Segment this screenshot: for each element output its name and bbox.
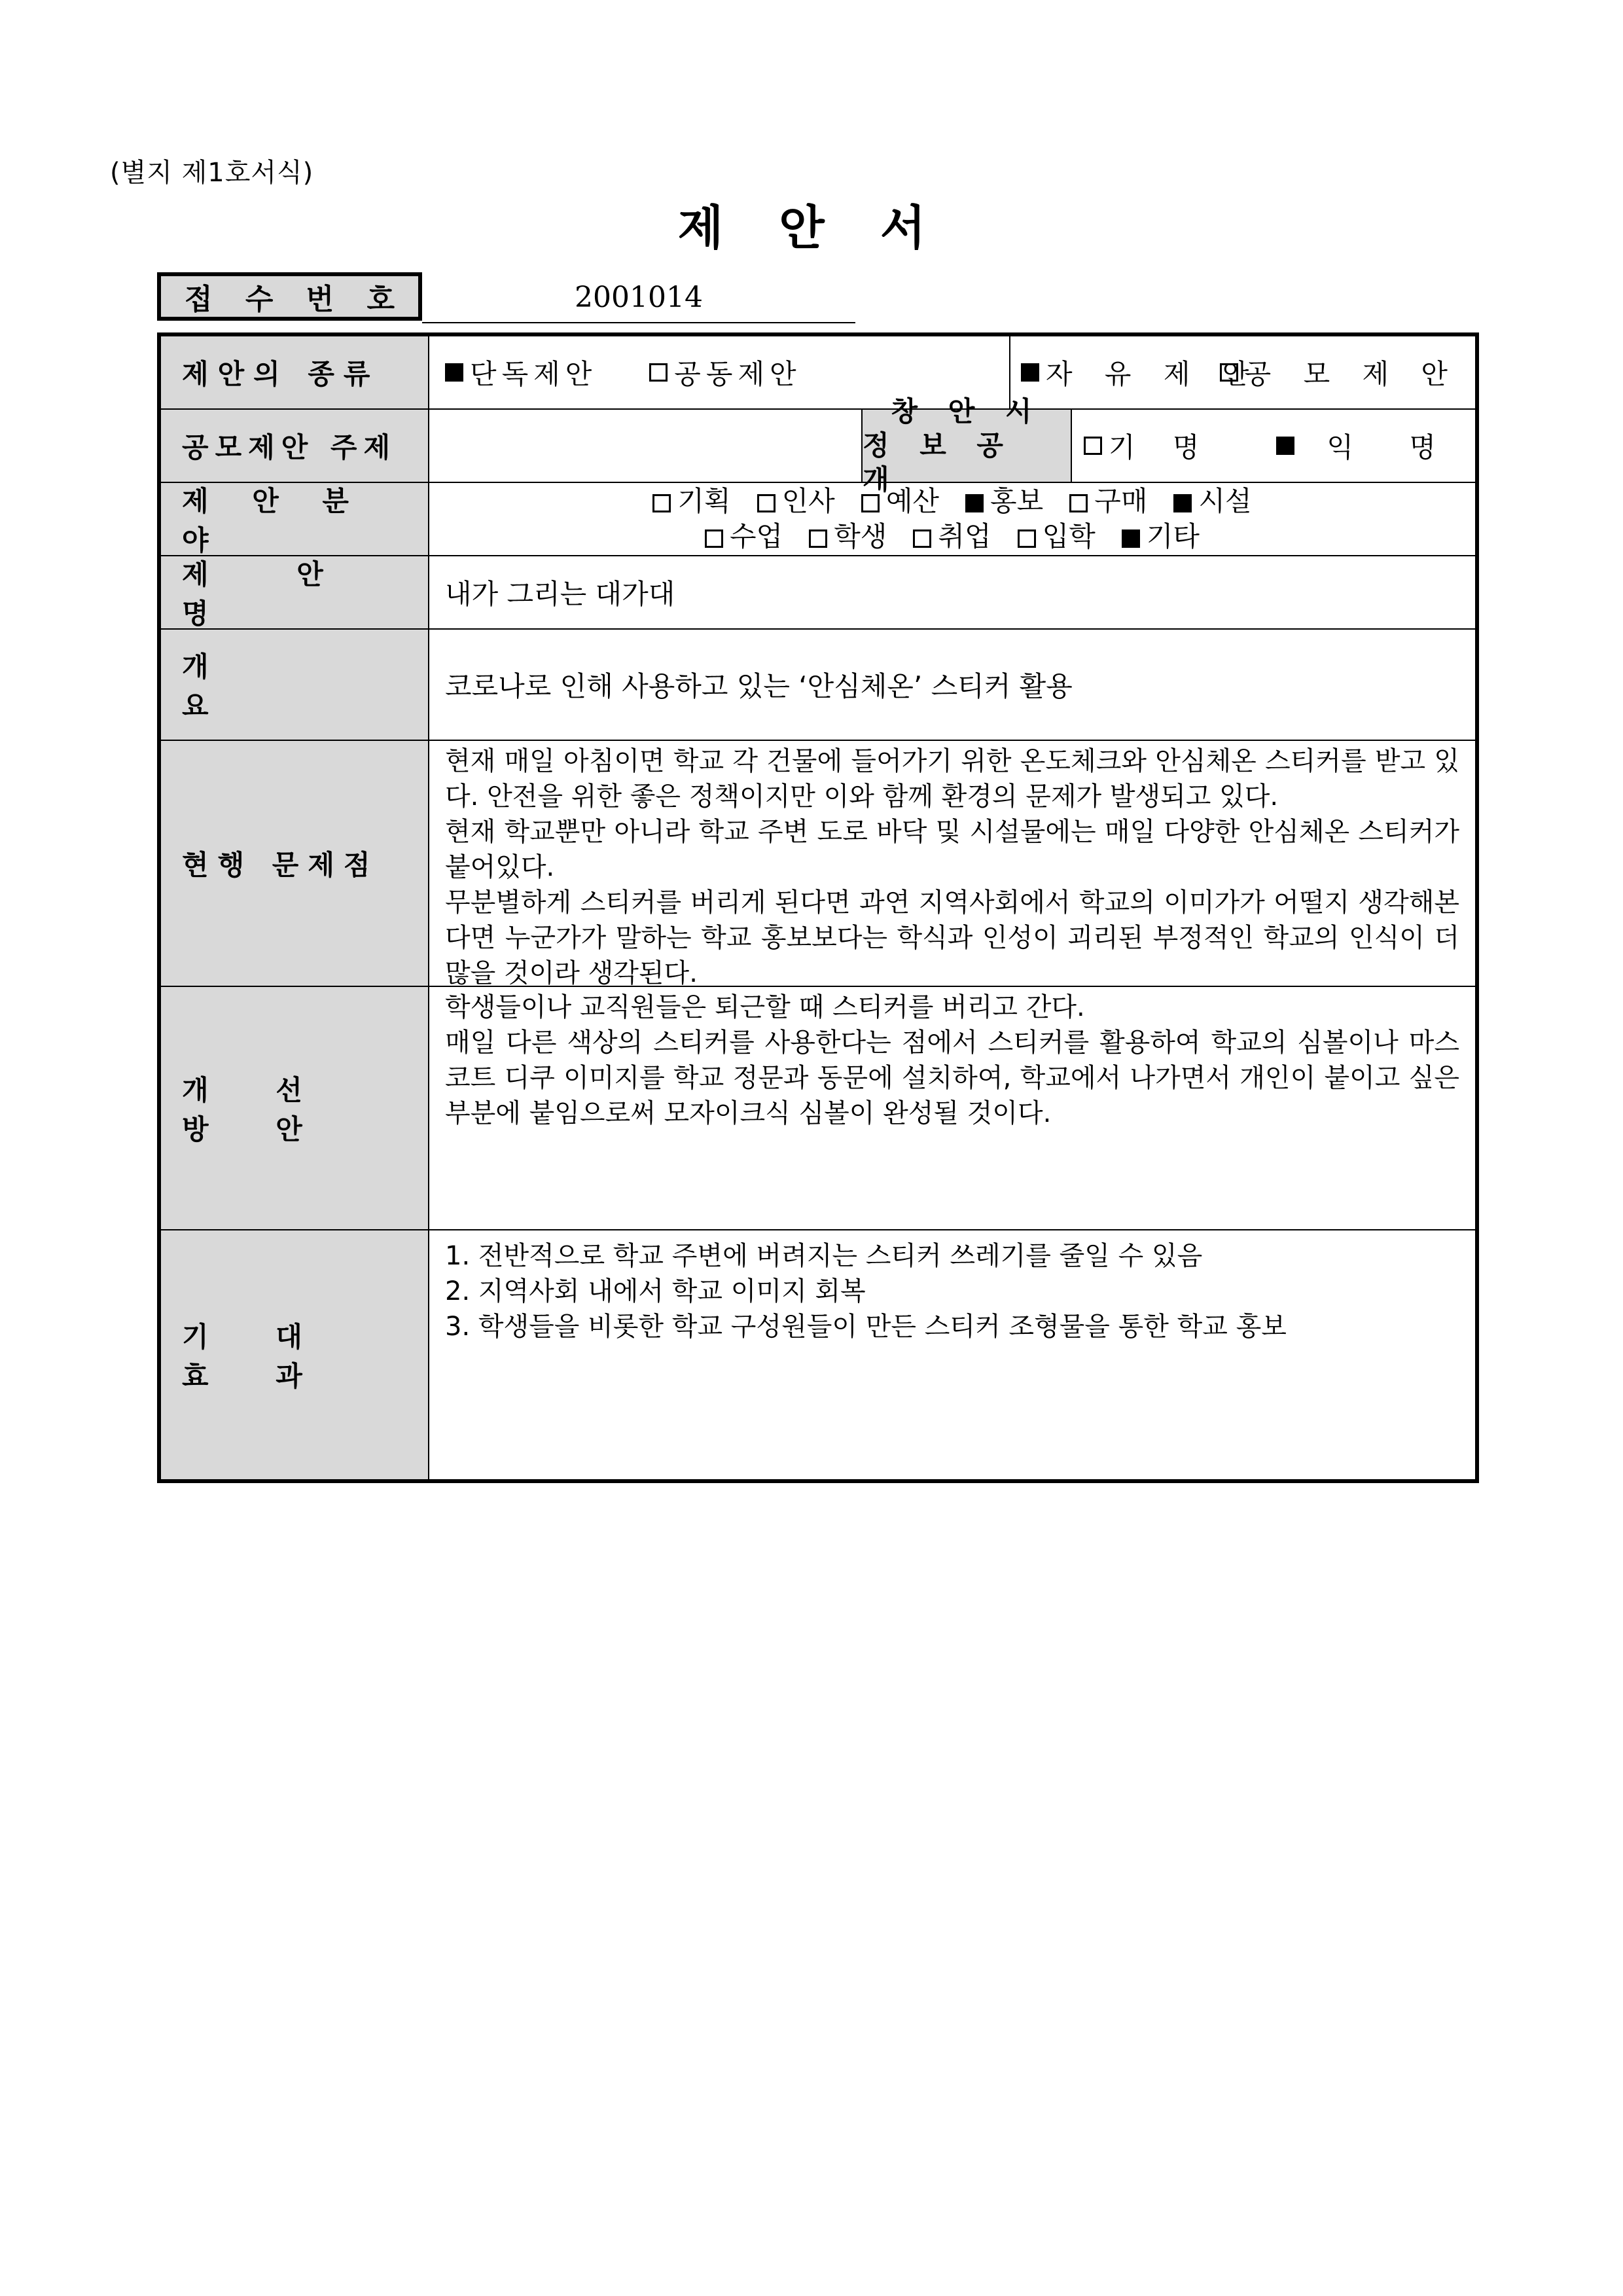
checkbox-field-student[interactable]	[809, 529, 827, 548]
row-current-problem	[161, 741, 1475, 987]
option-free-proposal: 자 유 제 안	[1046, 358, 1261, 390]
checkbox-contest-proposal[interactable]	[1220, 363, 1238, 382]
checkbox-field-employment[interactable]	[913, 529, 931, 548]
receipt-number-value: 2001014	[422, 272, 855, 323]
expected-effect-list[interactable]	[429, 1230, 1475, 1479]
row-proposal-type	[161, 336, 1475, 410]
option-solo-proposal: 단독제안	[470, 358, 597, 390]
checkbox-anonymous[interactable]	[1276, 437, 1294, 455]
problem-paragraph: 무분별하게 스티커를 버리게 된다면 과연 지역사회에서 학교의 이미가가 어떨지 생각해본다면 누군가가 말하는 학교 홍보보다는 학식과 인성이 괴리된 부정적인 학교의 인식이 더 많을 것이라 생각된다.	[445, 888, 1459, 988]
option-contest-proposal: 공 모 제 안	[1244, 358, 1459, 390]
checkbox-field-class[interactable]	[705, 529, 723, 548]
effect-item: 3. 학생들을 비롯한 학교 구성원들이 만든 스티커 조형물을 통한 학교 홍보	[445, 1312, 1287, 1342]
contest-topic-cell	[429, 395, 1475, 495]
label-contest-topic: 공모제안 주제	[161, 410, 429, 482]
checkbox-field-hr[interactable]	[757, 494, 776, 512]
checkbox-field-facility[interactable]	[1173, 494, 1192, 512]
proposal-name-value[interactable]: 내가 그리는 대가대	[445, 578, 675, 610]
effect-item: 1. 전반적으로 학교 주변에 버려지는 스티커 쓰레기를 줄일 수 있음	[445, 1241, 1203, 1271]
checkbox-field-admission[interactable]	[1018, 529, 1036, 548]
problem-paragraph: 현재 매일 아침이면 학교 각 건물에 들어가기 위한 온도체크와 안심체온 스티커를 받고 있다. 안전을 위한 좋은 정책이지만 이와 함께 환경의 문제가 발생되고 있다.	[445, 746, 1459, 812]
receipt-label-char: 수	[245, 283, 274, 316]
improvement-paragraph: 매일 다른 색상의 스티커를 사용한다는 점에서 스티커를 활용하여 학교의 심볼이나 마스코트 디쿠 이미지를 학교 정문과 동문에 설치하여, 학교에서 나가면서 개인이 붙이고 싶은 부분에 붙임으로써 모자이크식 심볼이 완성될 것이다.	[445, 1028, 1459, 1128]
checkbox-field-other[interactable]	[1122, 529, 1140, 548]
receipt-label-char: 호	[366, 283, 395, 316]
proposal-table	[157, 332, 1479, 1483]
current-problem-text[interactable]	[429, 741, 1475, 986]
label-expected-effect: 기 대 효 과	[161, 1230, 429, 1479]
document-title: 제 안 서	[677, 200, 946, 255]
label-proposal-name: 제 안 명	[161, 556, 429, 628]
option-joint-proposal: 공동제안	[674, 358, 802, 390]
label-proposal-type: 제안의 종류	[161, 336, 429, 408]
checkbox-solo-proposal[interactable]	[445, 363, 463, 382]
label-proposal-field: 제 안 분 야	[161, 483, 429, 555]
row-summary	[161, 630, 1475, 741]
label-summary: 개 요	[161, 630, 429, 740]
contest-topic-value[interactable]	[429, 410, 877, 482]
checkbox-named[interactable]	[1084, 437, 1102, 455]
row-proposal-name	[161, 556, 1475, 630]
improvement-text[interactable]	[429, 987, 1475, 1229]
checkbox-field-budget[interactable]	[861, 494, 880, 512]
row-expected-effect	[161, 1230, 1475, 1479]
receipt-label-char: 접	[185, 283, 213, 316]
checkbox-field-pr[interactable]	[965, 494, 984, 512]
row-contest-topic	[161, 395, 1475, 495]
disclosure-label: 창 안 시 정 보 공 개	[861, 410, 1072, 482]
receipt-label-char: 번	[306, 283, 334, 316]
effect-item: 2. 지역사회 내에서 학교 이미지 회복	[445, 1276, 866, 1306]
problem-paragraph: 현재 학교뿐만 아니라 학교 주변 도로 바닥 및 시설물에는 매일 다양한 안심체온 스티커가 붙어있다.	[445, 817, 1459, 882]
improvement-paragraph: 학생들이나 교직원들은 퇴근할 때 스티커를 버리고 간다.	[445, 992, 1085, 1022]
label-current-problem: 현행 문제점	[161, 741, 429, 986]
option-named: 기 명	[1109, 431, 1214, 463]
checkbox-joint-proposal[interactable]	[649, 363, 668, 382]
checkbox-free-proposal[interactable]	[1021, 363, 1039, 382]
label-improvement: 개 선 방 안	[161, 987, 429, 1229]
proposal-field-options: 기획 인사 예산 홍보 구매 시설 수업 학생 취업 입학 기타	[429, 483, 1475, 555]
row-proposal-field	[161, 483, 1475, 556]
summary-value[interactable]: 코로나로 인해 사용하고 있는 ‘안심체온’ 스티커 활용	[445, 670, 1073, 702]
row-improvement	[161, 987, 1475, 1230]
checkbox-field-purchase[interactable]	[1069, 494, 1088, 512]
option-anonymous: 익 명	[1327, 431, 1459, 463]
checkbox-field-planning[interactable]	[652, 494, 671, 512]
form-reference: (별지 제1호서식)	[110, 158, 314, 188]
receipt-number-label	[157, 272, 422, 321]
